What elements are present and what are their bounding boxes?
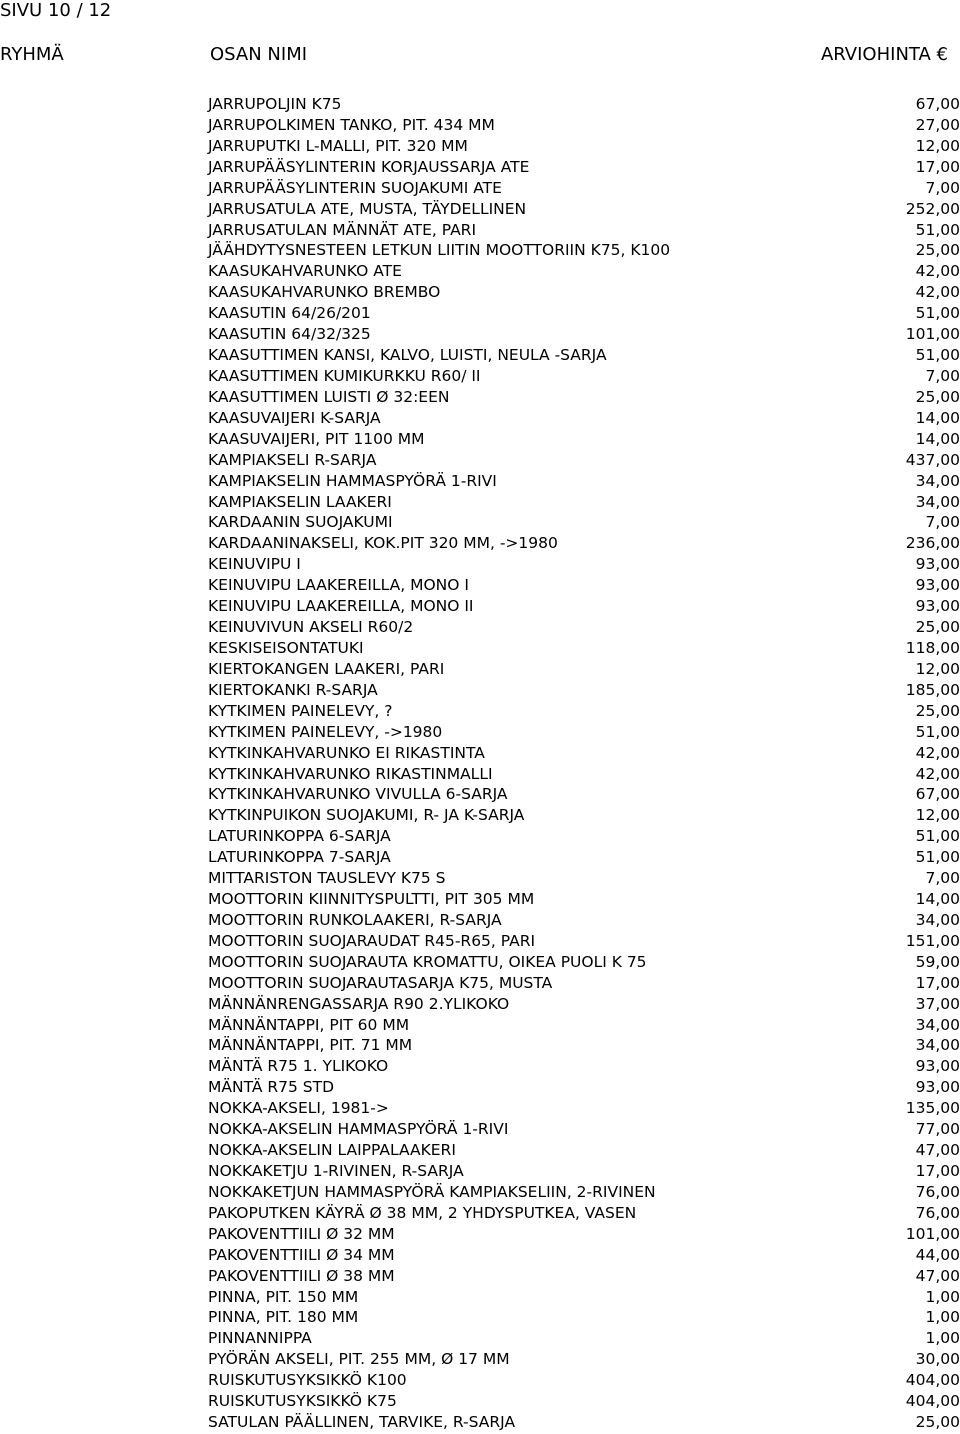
part-price: 17,00 bbox=[915, 973, 960, 992]
part-price: 42,00 bbox=[915, 743, 960, 762]
list-item bbox=[208, 366, 960, 387]
part-name: JARRUPÄÄSYLINTERIN SUOJAKUMI ATE bbox=[208, 178, 502, 197]
part-price: 7,00 bbox=[925, 869, 960, 888]
list-item bbox=[208, 1161, 960, 1182]
column-header-part-name: OSAN NIMI bbox=[210, 44, 308, 65]
list-item bbox=[208, 220, 960, 241]
part-name: JARRUPUTKI L-MALLI, PIT. 320 MM bbox=[208, 136, 468, 155]
list-item bbox=[208, 575, 960, 596]
list-item bbox=[208, 1328, 960, 1349]
list-item bbox=[208, 1035, 960, 1056]
part-price: 25,00 bbox=[915, 387, 960, 406]
part-price: 76,00 bbox=[915, 1203, 960, 1222]
list-item bbox=[208, 596, 960, 617]
list-item bbox=[208, 240, 960, 261]
list-item bbox=[208, 1119, 960, 1140]
part-name: MOOTTORIN SUOJARAUTASARJA K75, MUSTA bbox=[208, 973, 553, 992]
part-name: MÄNTÄ R75 STD bbox=[208, 1078, 335, 1097]
part-name: KAASUTIN 64/26/201 bbox=[208, 304, 371, 323]
part-price: 51,00 bbox=[915, 827, 960, 846]
list-item bbox=[208, 1391, 960, 1412]
list-item bbox=[208, 471, 960, 492]
part-price: 118,00 bbox=[905, 638, 960, 657]
part-price: 93,00 bbox=[915, 1078, 960, 1097]
part-price: 77,00 bbox=[915, 1120, 960, 1139]
part-price: 7,00 bbox=[925, 513, 960, 532]
part-price: 42,00 bbox=[915, 764, 960, 783]
part-name: MÄNNÄNTAPPI, PIT 60 MM bbox=[208, 1015, 410, 1034]
list-item bbox=[208, 512, 960, 533]
list-item bbox=[208, 282, 960, 303]
part-price: 14,00 bbox=[915, 429, 960, 448]
part-price: 42,00 bbox=[915, 283, 960, 302]
list-item bbox=[208, 115, 960, 136]
list-item bbox=[208, 1140, 960, 1161]
part-price: 7,00 bbox=[925, 178, 960, 197]
part-name: PYÖRÄN AKSELI, PIT. 255 MM, Ø 17 MM bbox=[208, 1350, 510, 1369]
part-name: PAKOVENTTIILI Ø 38 MM bbox=[208, 1266, 395, 1285]
part-name: PINNANNIPPA bbox=[208, 1329, 312, 1348]
part-price: 17,00 bbox=[915, 157, 960, 176]
list-item bbox=[208, 429, 960, 450]
part-price: 437,00 bbox=[905, 450, 960, 469]
part-price: 76,00 bbox=[915, 1182, 960, 1201]
list-item bbox=[208, 157, 960, 178]
list-item bbox=[208, 805, 960, 826]
part-name: KYTKINPUIKON SUOJAKUMI, R- JA K-SARJA bbox=[208, 806, 525, 825]
list-item bbox=[208, 554, 960, 575]
part-name: KIERTOKANGEN LAAKERI, PARI bbox=[208, 659, 445, 678]
list-item bbox=[208, 994, 960, 1015]
part-price: 34,00 bbox=[915, 492, 960, 511]
list-item bbox=[208, 868, 960, 889]
part-price: 25,00 bbox=[915, 618, 960, 637]
part-name: KAASUTTIMEN LUISTI Ø 32:EEN bbox=[208, 387, 450, 406]
part-price: 67,00 bbox=[915, 785, 960, 804]
part-price: 7,00 bbox=[925, 366, 960, 385]
list-item bbox=[208, 1203, 960, 1224]
part-name: NOKKAKETJU 1-RIVINEN, R-SARJA bbox=[208, 1162, 464, 1181]
list-item bbox=[208, 450, 960, 471]
part-name: MOOTTORIN RUNKOLAAKERI, R-SARJA bbox=[208, 910, 502, 929]
list-item bbox=[208, 910, 960, 931]
list-item bbox=[208, 1098, 960, 1119]
part-price: 42,00 bbox=[915, 262, 960, 281]
list-item bbox=[208, 1349, 960, 1370]
part-name: JARRUPÄÄSYLINTERIN KORJAUSSARJA ATE bbox=[208, 157, 530, 176]
part-name: JARRUSATULA ATE, MUSTA, TÄYDELLINEN bbox=[208, 199, 527, 218]
part-price: 12,00 bbox=[915, 806, 960, 825]
part-price: 185,00 bbox=[905, 680, 960, 699]
list-item bbox=[208, 952, 960, 973]
part-name: MÄNNÄNTAPPI, PIT. 71 MM bbox=[208, 1036, 413, 1055]
part-price: 14,00 bbox=[915, 890, 960, 909]
part-price: 135,00 bbox=[905, 1099, 960, 1118]
list-item bbox=[208, 1266, 960, 1287]
list-item bbox=[208, 680, 960, 701]
part-price: 30,00 bbox=[915, 1350, 960, 1369]
list-item bbox=[208, 1307, 960, 1328]
page-title: SIVU 10 / 12 bbox=[0, 0, 112, 21]
part-price: 101,00 bbox=[905, 1224, 960, 1243]
part-name: MOOTTORIN SUOJARAUTA KROMATTU, OIKEA PUOLI K 75 bbox=[208, 952, 647, 971]
part-name: KAASUTIN 64/32/325 bbox=[208, 325, 371, 344]
part-price: 1,00 bbox=[925, 1308, 960, 1327]
part-name: KYTKIMEN PAINELEVY, ->1980 bbox=[208, 722, 443, 741]
list-item bbox=[208, 1370, 960, 1391]
part-price: 93,00 bbox=[915, 597, 960, 616]
list-item bbox=[208, 345, 960, 366]
part-name: KEINUVIPU LAAKEREILLA, MONO II bbox=[208, 597, 474, 616]
list-item bbox=[208, 931, 960, 952]
part-price: 59,00 bbox=[915, 952, 960, 971]
part-price: 404,00 bbox=[905, 1392, 960, 1411]
list-item bbox=[208, 701, 960, 722]
part-name: PINNA, PIT. 180 MM bbox=[208, 1308, 359, 1327]
part-name: MOOTTORIN KIINNITYSPULTTI, PIT 305 MM bbox=[208, 890, 535, 909]
list-item bbox=[208, 261, 960, 282]
list-item bbox=[208, 764, 960, 785]
part-name: KAMPIAKSELIN HAMMASPYÖRÄ 1-RIVI bbox=[208, 471, 497, 490]
part-name: PAKOPUTKEN KÄYRÄ Ø 38 MM, 2 YHDYSPUTKEA, VASEN bbox=[208, 1203, 637, 1222]
part-price: 93,00 bbox=[915, 555, 960, 574]
list-item bbox=[208, 1077, 960, 1098]
part-name: KAMPIAKSELIN LAAKERI bbox=[208, 492, 392, 511]
part-price: 101,00 bbox=[905, 325, 960, 344]
part-name: MÄNNÄNRENGASSARJA R90 2.YLIKOKO bbox=[208, 994, 510, 1013]
part-name: KEINUVIPU LAAKEREILLA, MONO I bbox=[208, 576, 469, 595]
part-price: 252,00 bbox=[905, 199, 960, 218]
part-price: 34,00 bbox=[915, 471, 960, 490]
part-name: KESKISEISONTATUKI bbox=[208, 638, 364, 657]
part-price: 14,00 bbox=[915, 408, 960, 427]
part-price: 47,00 bbox=[915, 1266, 960, 1285]
part-name: LATURINKOPPA 6-SARJA bbox=[208, 827, 391, 846]
list-item bbox=[208, 1245, 960, 1266]
part-name: PINNA, PIT. 150 MM bbox=[208, 1287, 359, 1306]
list-item bbox=[208, 722, 960, 743]
part-name: MITTARISTON TAUSLEVY K75 S bbox=[208, 869, 446, 888]
list-item bbox=[208, 1182, 960, 1203]
part-price: 25,00 bbox=[915, 1413, 960, 1432]
part-name: PAKOVENTTIILI Ø 34 MM bbox=[208, 1245, 395, 1264]
part-name: KAASUVAIJERI K-SARJA bbox=[208, 408, 381, 427]
part-price: 51,00 bbox=[915, 848, 960, 867]
list-item bbox=[208, 387, 960, 408]
part-name: KAMPIAKSELI R-SARJA bbox=[208, 450, 377, 469]
part-price: 67,00 bbox=[915, 95, 960, 113]
list-item bbox=[208, 178, 960, 199]
part-price: 25,00 bbox=[915, 241, 960, 260]
part-price: 51,00 bbox=[915, 304, 960, 323]
list-item bbox=[208, 408, 960, 429]
list-item bbox=[208, 659, 960, 680]
part-price: 47,00 bbox=[915, 1141, 960, 1160]
part-name: KAASUKAHVARUNKO ATE bbox=[208, 262, 402, 281]
part-name: PAKOVENTTIILI Ø 32 MM bbox=[208, 1224, 395, 1243]
part-price: 34,00 bbox=[915, 910, 960, 929]
part-name: KARDAANINAKSELI, KOK.PIT 320 MM, ->1980 bbox=[208, 534, 558, 553]
part-name: KYTKIMEN PAINELEVY, ? bbox=[208, 701, 393, 720]
list-item bbox=[208, 1412, 960, 1433]
list-item bbox=[208, 1015, 960, 1036]
list-item bbox=[208, 136, 960, 157]
list-item bbox=[208, 94, 960, 115]
part-name: NOKKA-AKSELI, 1981-> bbox=[208, 1099, 389, 1118]
part-price: 93,00 bbox=[915, 576, 960, 595]
part-name: KAASUTTIMEN KANSI, KALVO, LUISTI, NEULA -SARJA bbox=[208, 346, 607, 365]
list-item bbox=[208, 1287, 960, 1308]
part-price: 12,00 bbox=[915, 136, 960, 155]
part-price: 34,00 bbox=[915, 1036, 960, 1055]
list-item bbox=[208, 889, 960, 910]
parts-list bbox=[208, 94, 960, 1433]
part-price: 1,00 bbox=[925, 1329, 960, 1348]
part-price: 404,00 bbox=[905, 1371, 960, 1390]
part-name: JÄÄHDYTYSNESTEEN LETKUN LIITIN MOOTTORIIN K75, K100 bbox=[208, 241, 671, 260]
list-item bbox=[208, 784, 960, 805]
part-name: KYTKINKAHVARUNKO RIKASTINMALLI bbox=[208, 764, 493, 783]
part-price: 17,00 bbox=[915, 1162, 960, 1181]
part-name: KEINUVIVUN AKSELI R60/2 bbox=[208, 618, 414, 637]
part-name: JARRUPOLKIMEN TANKO, PIT. 434 MM bbox=[208, 115, 495, 134]
list-item bbox=[208, 743, 960, 764]
part-price: 93,00 bbox=[915, 1057, 960, 1076]
part-name: SATULAN PÄÄLLINEN, TARVIKE, R-SARJA bbox=[208, 1413, 516, 1432]
list-item bbox=[208, 1056, 960, 1077]
part-name: KYTKINKAHVARUNKO VIVULLA 6-SARJA bbox=[208, 785, 508, 804]
part-price: 12,00 bbox=[915, 659, 960, 678]
list-item bbox=[208, 492, 960, 513]
part-name: RUISKUTUSYKSIKKÖ K75 bbox=[208, 1392, 397, 1411]
part-name: NOKKAKETJUN HAMMASPYÖRÄ KAMPIAKSELIIN, 2-RIVINEN bbox=[208, 1182, 656, 1201]
list-item bbox=[208, 1224, 960, 1245]
part-name: KARDAANIN SUOJAKUMI bbox=[208, 513, 393, 532]
part-price: 27,00 bbox=[915, 115, 960, 134]
list-item bbox=[208, 533, 960, 554]
part-name: JARRUPOLJIN K75 bbox=[208, 95, 342, 113]
list-item bbox=[208, 324, 960, 345]
column-header-price: ARVIOHINTA € bbox=[820, 44, 948, 65]
list-item bbox=[208, 973, 960, 994]
part-price: 51,00 bbox=[915, 346, 960, 365]
list-item bbox=[208, 826, 960, 847]
part-name: LATURINKOPPA 7-SARJA bbox=[208, 848, 391, 867]
part-name: JARRUSATULAN MÄNNÄT ATE, PARI bbox=[208, 220, 477, 239]
list-item bbox=[208, 303, 960, 324]
part-name: MÄNTÄ R75 1. YLIKOKO bbox=[208, 1057, 389, 1076]
part-price: 34,00 bbox=[915, 1015, 960, 1034]
part-name: KYTKINKAHVARUNKO EI RIKASTINTA bbox=[208, 743, 485, 762]
part-price: 236,00 bbox=[905, 534, 960, 553]
part-price: 151,00 bbox=[905, 931, 960, 950]
part-name: KAASUTTIMEN KUMIKURKKU R60/ II bbox=[208, 366, 481, 385]
part-price: 1,00 bbox=[925, 1287, 960, 1306]
part-price: 25,00 bbox=[915, 701, 960, 720]
part-name: RUISKUTUSYKSIKKÖ K100 bbox=[208, 1371, 407, 1390]
part-name: KAASUKAHVARUNKO BREMBO bbox=[208, 283, 441, 302]
part-name: KAASUVAIJERI, PIT 1100 MM bbox=[208, 429, 425, 448]
part-name: KEINUVIPU I bbox=[208, 555, 301, 574]
column-header-group: RYHMÄ bbox=[0, 44, 64, 65]
part-name: KIERTOKANKI R-SARJA bbox=[208, 680, 378, 699]
part-price: 51,00 bbox=[915, 220, 960, 239]
list-item bbox=[208, 199, 960, 220]
part-name: NOKKA-AKSELIN LAIPPALAAKERI bbox=[208, 1141, 456, 1160]
list-item bbox=[208, 847, 960, 868]
part-price: 44,00 bbox=[915, 1245, 960, 1264]
list-item bbox=[208, 617, 960, 638]
part-name: NOKKA-AKSELIN HAMMASPYÖRÄ 1-RIVI bbox=[208, 1120, 509, 1139]
part-price: 37,00 bbox=[915, 994, 960, 1013]
part-price: 51,00 bbox=[915, 722, 960, 741]
part-name: MOOTTORIN SUOJARAUDAT R45-R65, PARI bbox=[208, 931, 536, 950]
list-item bbox=[208, 638, 960, 659]
